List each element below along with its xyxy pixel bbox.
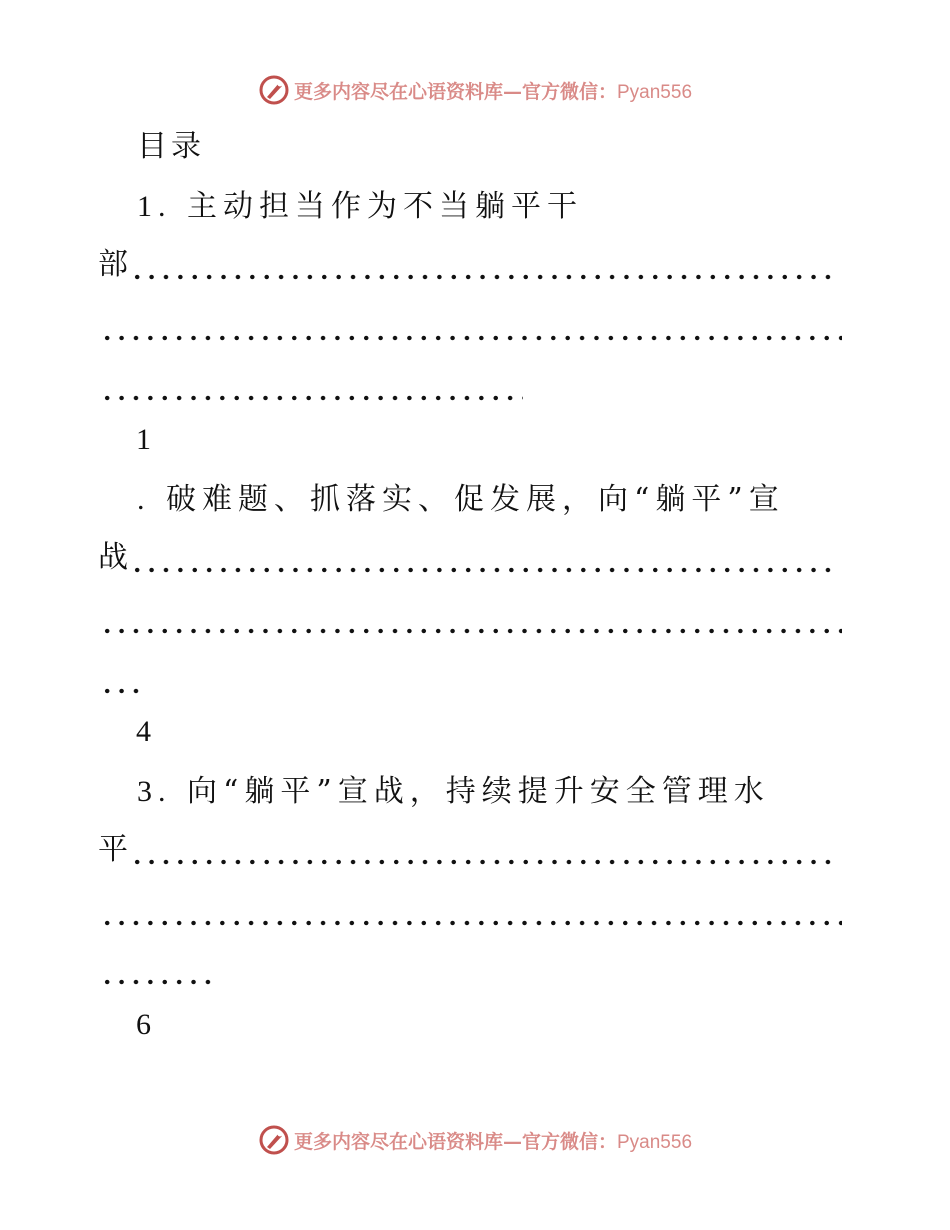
toc-title: 目录	[137, 129, 205, 164]
dot-leader	[128, 538, 840, 578]
toc-entry-title-continuation: 战	[98, 540, 128, 575]
toc-entry-3-page-number: 6	[136, 1008, 151, 1041]
dot-leader	[98, 599, 842, 639]
toc-entry-title: 主动担当作为不当躺平干	[187, 189, 584, 224]
dot-leader	[98, 891, 842, 931]
toc-entry-title: 破难题、抓落实、促发展，向“躺平”宣	[166, 482, 785, 517]
watermark-text: 更多内容尽在心语资料库—官方微信：Pyan556	[293, 80, 693, 103]
pen-logo-icon	[258, 1124, 290, 1156]
toc-entry-title-continuation: 部	[98, 247, 128, 282]
toc-entry-2-leader-line	[98, 538, 840, 578]
toc-entry-3-heading[interactable]	[137, 772, 770, 812]
toc-entry-1-leader-line	[98, 366, 523, 406]
dot-leader	[98, 950, 212, 990]
dot-leader	[98, 306, 842, 346]
toc-entry-3-leader-line	[98, 950, 212, 990]
toc-entry-2-leader-line	[98, 599, 842, 639]
toc-entry-1-leader-line	[98, 245, 840, 285]
toc-entry-title-continuation: 平	[98, 832, 128, 867]
dot-leader	[128, 830, 840, 870]
dot-leader	[128, 245, 840, 285]
toc-entry-1-heading[interactable]	[137, 187, 583, 227]
toc-entry-1-leader-line	[98, 306, 842, 346]
toc-entry-3-leader-line	[98, 891, 842, 931]
dot-leader	[98, 659, 140, 699]
watermark-wechat-id: Pyan556	[617, 81, 693, 103]
pen-logo-icon	[258, 74, 290, 106]
toc-entry-title: 向“躺平”宣战，持续提升安全管理水	[187, 774, 770, 809]
toc-entry-1-page-number: 1	[136, 423, 151, 456]
toc-entry-number: .	[137, 483, 151, 516]
toc-entry-3-leader-line	[98, 830, 840, 870]
footer-watermark	[0, 1120, 950, 1160]
toc-entry-2-leader-line	[98, 659, 140, 699]
toc-entry-2-heading[interactable]	[137, 480, 785, 520]
watermark-text: 更多内容尽在心语资料库—官方微信：Pyan556	[293, 1130, 693, 1153]
toc-entry-2-page-number: 4	[136, 715, 151, 748]
toc-entry-number: 3.	[137, 775, 172, 808]
watermark-wechat-id: Pyan556	[617, 1131, 693, 1153]
header-watermark	[0, 70, 950, 110]
dot-leader	[98, 366, 523, 406]
toc-entry-number: 1.	[137, 190, 172, 223]
